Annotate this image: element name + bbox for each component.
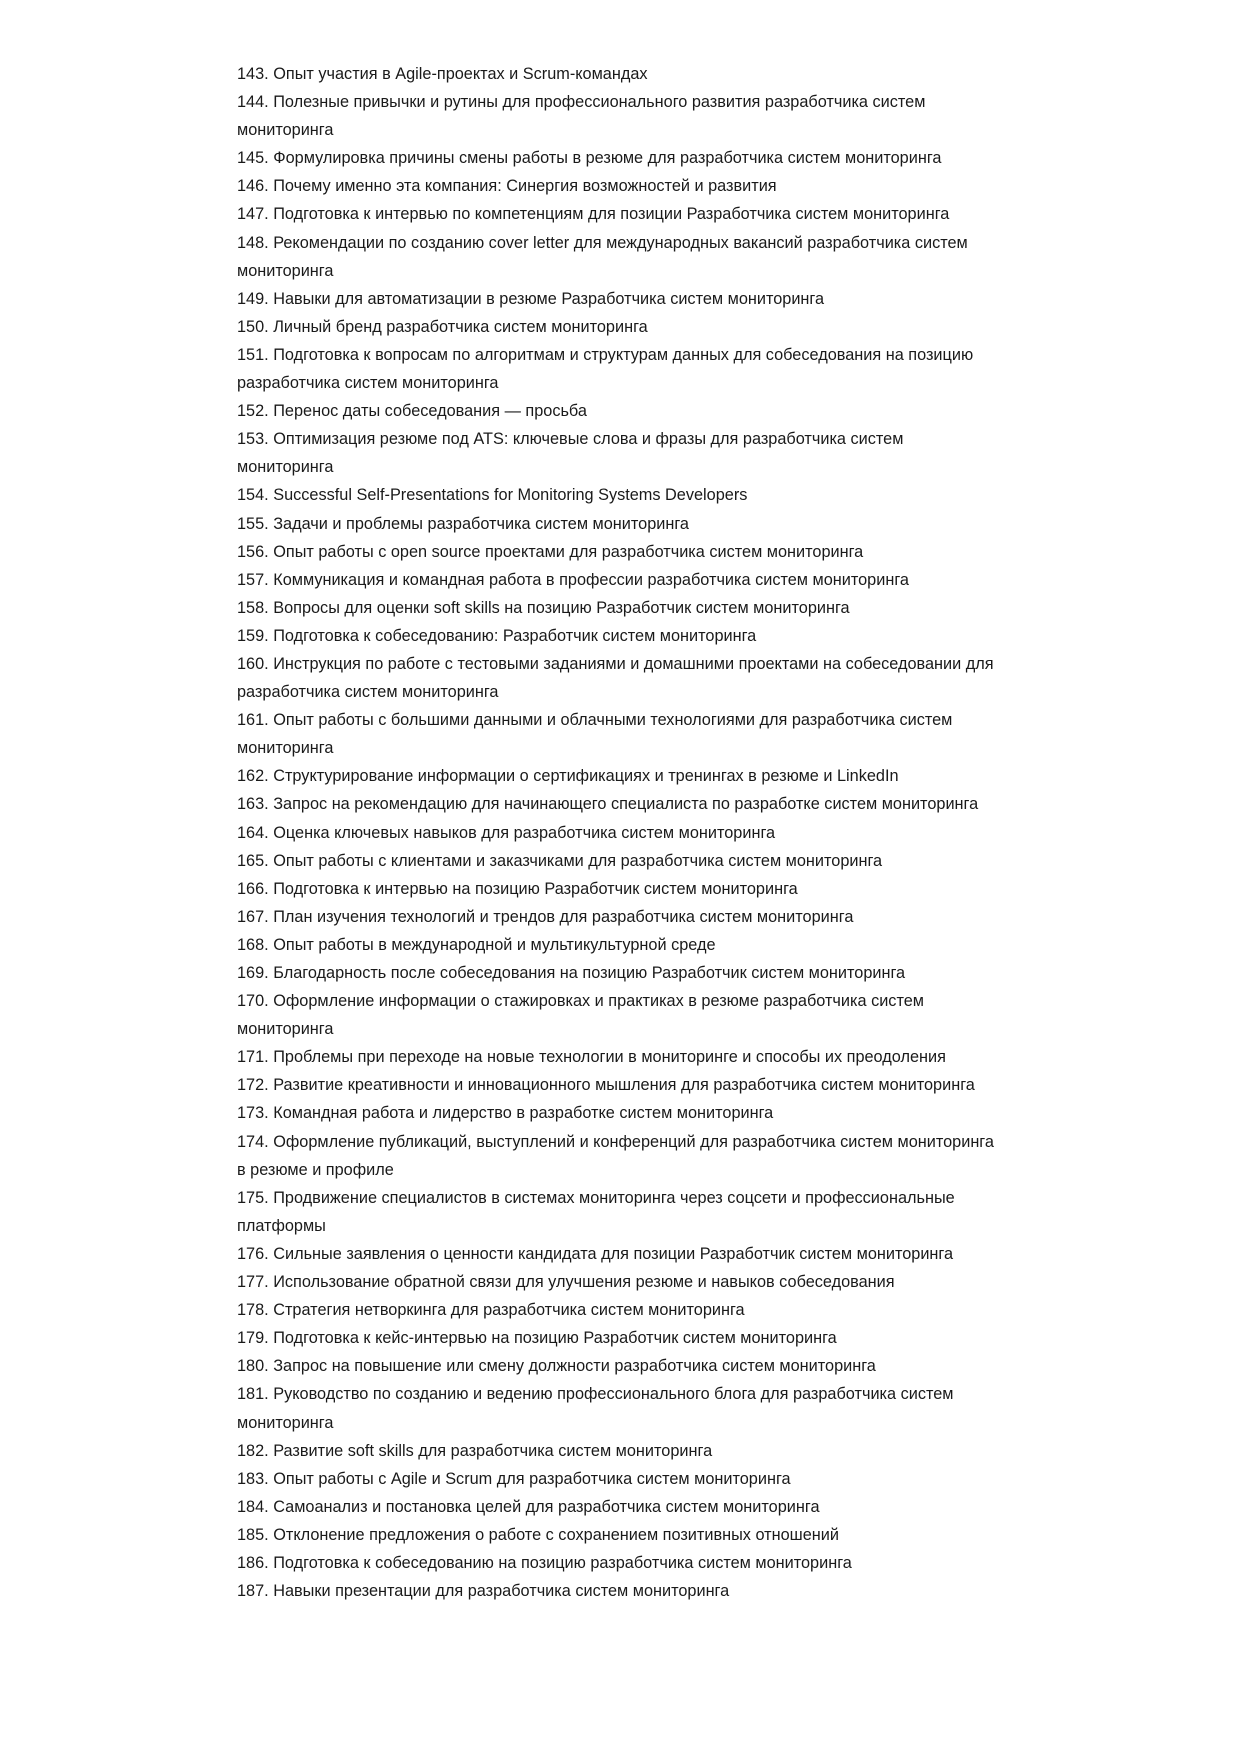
list-item: 165. Опыт работы с клиентами и заказчиками для разработчика систем мониторинга bbox=[237, 851, 883, 870]
list-item: 148. Рекомендации по созданию cover letter для международных вакансий разработчика систем мониторинга bbox=[237, 233, 968, 280]
list-item: 170. Оформление информации о стажировках и практиках в резюме разработчика систем мониторинга bbox=[237, 992, 924, 1039]
list-item: 147. Подготовка к интервью по компетенциям для позиции Разработчика систем мониторинга bbox=[237, 205, 950, 224]
list-item: 152. Перенос даты собеседования — просьба bbox=[237, 402, 587, 421]
list-item: 157. Коммуникация и командная работа в профессии разработчика систем мониторинга bbox=[237, 570, 909, 589]
list-item: 182. Развитие soft skills для разработчика систем мониторинга bbox=[237, 1441, 713, 1460]
list-item: 163. Запрос на рекомендацию для начинающего специалиста по разработке систем мониторинга bbox=[237, 795, 979, 814]
list-item: 161. Опыт работы с большими данными и облачными технологиями для разработчика систем мониторинга bbox=[237, 711, 953, 758]
list-item: 162. Структурирование информации о сертификациях и тренингах в резюме и LinkedIn bbox=[237, 767, 899, 786]
list-item: 151. Подготовка к вопросам по алгоритмам и структурам данных для собеседования на позицию разработчика систем мониторинга bbox=[237, 345, 974, 393]
list-item: 144. Полезные привычки и рутины для профессионального развития разработчика систем мониторинга bbox=[237, 93, 926, 140]
list-item: 173. Командная работа и лидерство в разработке систем мониторинга bbox=[237, 1104, 774, 1123]
list-item: 145. Формулировка причины смены работы в резюме для разработчика систем мониторинга bbox=[237, 149, 942, 168]
list-item: 184. Самоанализ и постановка целей для разработчика систем мониторинга bbox=[237, 1497, 820, 1516]
list-item: 153. Оптимизация резюме под ATS: ключевые слова и фразы для разработчика систем мониторинга bbox=[237, 430, 904, 477]
list-item: 180. Запрос на повышение или смену должности разработчика систем мониторинга bbox=[237, 1357, 876, 1376]
list-item: 149. Навыки для автоматизации в резюме Разработчика систем мониторинга bbox=[237, 289, 825, 308]
list-item: 146. Почему именно эта компания: Синергия возможностей и развития bbox=[237, 177, 777, 196]
list-item: 183. Опыт работы с Agile и Scrum для разработчика систем мониторинга bbox=[237, 1469, 791, 1488]
topic-list bbox=[237, 60, 1004, 1605]
list-item: 187. Навыки презентации для разработчика систем мониторинга bbox=[237, 1582, 730, 1601]
list-item: 178. Стратегия нетворкинга для разработчика систем мониторинга bbox=[237, 1301, 745, 1320]
list-item: 181. Руководство по созданию и ведению профессионального блога для разработчика систем мониторинга bbox=[237, 1385, 954, 1432]
list-item: 171. Проблемы при переходе на новые технологии в мониторинге и способы их преодоления bbox=[237, 1048, 946, 1067]
list-item: 159. Подготовка к собеседованию: Разработчик систем мониторинга bbox=[237, 626, 757, 645]
list-item: 164. Оценка ключевых навыков для разработчика систем мониторинга bbox=[237, 823, 776, 842]
list-item: 169. Благодарность после собеседования на позицию Разработчик систем мониторинга bbox=[237, 964, 906, 982]
list-item: 143. Опыт участия в Agile-проектах и Scrum-командах bbox=[237, 65, 648, 83]
list-item: 156. Опыт работы с open source проектами для разработчика систем мониторинга bbox=[237, 542, 864, 561]
list-item: 150. Личный бренд разработчика систем мониторинга bbox=[237, 317, 648, 336]
list-item: 166. Подготовка к интервью на позицию Разработчик систем мониторинга bbox=[237, 879, 798, 898]
list-item: 158. Вопросы для оценки soft skills на позицию Разработчик систем мониторинга bbox=[237, 598, 850, 617]
list-item: 179. Подготовка к кейс-интервью на позицию Разработчик систем мониторинга bbox=[237, 1329, 837, 1348]
list-item: 174. Оформление публикаций, выступлений и конференций для разработчика систем мониторинга в резюме и профиле bbox=[237, 1132, 994, 1179]
list-item: 175. Продвижение специалистов в системах мониторинга через соцсети и профессиональные платформы bbox=[237, 1188, 955, 1235]
list-item: 185. Отклонение предложения о работе с сохранением позитивных отношений bbox=[237, 1525, 839, 1544]
list-item: 168. Опыт работы в международной и мультикультурной среде bbox=[237, 935, 716, 954]
list-item: 176. Сильные заявления о ценности кандидата для позиции Разработчик систем мониторинга bbox=[237, 1244, 954, 1263]
list-item: 177. Использование обратной связи для улучшения резюме и навыков собеседования bbox=[237, 1273, 895, 1292]
list-item: 154. Successful Self-Presentations for Monitoring Systems Developers bbox=[237, 486, 748, 505]
list-item: 160. Инструкция по работе с тестовыми заданиями и домашними проектами на собеседовании для разработчика систем мониторинга bbox=[237, 654, 994, 702]
list-item: 172. Развитие креативности и инновационного мышления для разработчика систем мониторинга bbox=[237, 1076, 975, 1095]
list-item: 167. План изучения технологий и трендов для разработчика систем мониторинга bbox=[237, 907, 854, 926]
list-item: 155. Задачи и проблемы разработчика систем мониторинга bbox=[237, 514, 689, 533]
list-item: 186. Подготовка к собеседованию на позицию разработчика систем мониторинга bbox=[237, 1553, 852, 1572]
